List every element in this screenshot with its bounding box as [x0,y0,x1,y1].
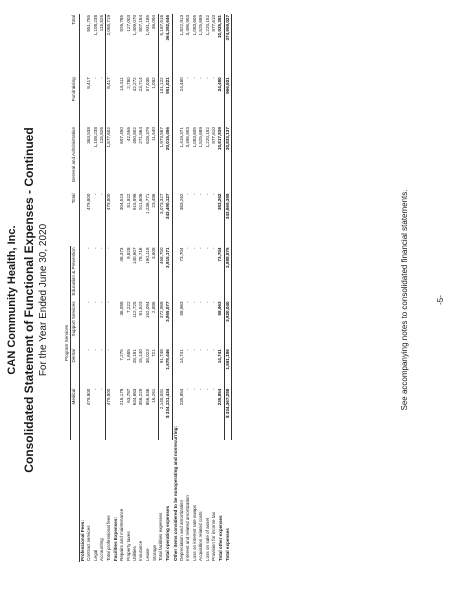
cell-value: - [210,301,216,303]
cell-value: 14,741 [217,348,224,387]
row-label: Total operating expenses [165,505,171,561]
cell-value: 1,108,238 [92,15,98,36]
cell-value: 42,556 [125,127,131,142]
cell-value: 5,187,516 [158,14,165,76]
cell-value: 3,865,077 [165,300,172,348]
cell-value: - [210,193,216,196]
cell-value: - [92,193,98,196]
cell-value: 1,685 [125,349,131,361]
cell-value: 61,523 [138,301,144,316]
total-row [158,14,165,562]
cell-value: - [92,301,98,303]
cell-value: 235,854 [217,388,224,440]
cell-value: 15,140 [138,349,144,364]
cell-value: 1,419,371 [178,127,184,148]
row-label: Total other expenses [217,515,223,561]
cell-value: 271,864 [138,127,144,144]
cell-value: - [191,388,197,391]
row-label: Insurance [138,540,144,561]
cell-value: 1,409,070 [132,15,138,36]
cell-value: 24,480 [178,77,184,92]
cell-value: $ 334,131,434 [165,388,172,440]
cell-value: 3,915,171 [165,247,172,301]
cell-value: 140,607 [132,247,138,265]
cell-value: $ 334,367,288 [224,388,231,440]
row-label: Loss on sale of asset [204,517,210,561]
cell-value: 977,610 [210,15,216,32]
cell-value: - [92,388,98,391]
cell-value: 16,261 [151,388,157,403]
total-row [217,14,224,562]
cell-value: - [99,77,105,79]
cell-value: 91,748 [158,348,165,387]
col-education: Education & Prevention [71,247,79,301]
cell-value: 364,392,646 [165,14,172,76]
col-total-program: Total [71,193,79,247]
cell-value: - [198,301,204,303]
row-label: Other items considered to be nonoperating and nonrecurring: [172,425,178,561]
col-fundraising: Fundraising [71,76,79,126]
cell-value: - [92,247,98,250]
cell-value: - [99,301,105,303]
section-header-row [79,14,86,562]
cell-value: - [106,348,113,387]
cell-value: - [86,301,92,303]
cell-value: - [191,349,197,351]
statement-title: Consolidated Statement of Functional Expenses - Continued [22,127,36,473]
cell-value: 46,373 [119,247,125,262]
cell-value: 1,591,186 [224,348,231,387]
cell-value: 11,540 [151,127,157,141]
cell-value: 2,140,031 [158,388,165,440]
cell-value: 7,222 [125,301,131,313]
cell-value: - [204,77,210,79]
cell-value: - [198,77,204,79]
cell-value: 141,122 [158,76,165,126]
cell-value: 14,411 [119,77,125,92]
row-label: Lease [144,548,150,561]
cell-value: - [86,247,92,250]
column-group-row [64,14,71,562]
cell-value: 38,023 [144,349,150,364]
row-label: Loss on interest rate swaps [191,505,197,561]
row-label: Total expenses [224,528,230,561]
cell-value: 10,925,381 [217,14,224,76]
cell-value: 383,262 [217,193,224,247]
cell-value: 383,262 [178,193,184,211]
cell-value: - [198,388,204,391]
row-label: Total professional fees [106,515,112,561]
cell-value: 30,833,137 [224,126,231,192]
cell-value: - [198,247,204,250]
cell-value: 58,963 [217,300,224,348]
cell-value: 343,869,389 [224,193,231,247]
cell-value: 966,501 [224,76,231,126]
cell-value: 851,755 [86,15,92,32]
cell-value: - [204,193,210,196]
cell-value: 977,610 [210,127,216,144]
cell-value: 73,704 [217,247,224,301]
company-name: CAN Community Health, Inc. [6,225,18,375]
row-label: Professional Fees: [79,520,85,561]
cell-value: 7,275 [119,349,125,361]
cell-value: 479,800 [86,388,92,406]
cell-value: 479,800 [106,193,113,247]
statement-period: For the Year Ended June 30, 2020 [38,223,49,377]
cell-value: 36,094 [151,15,157,30]
cell-value: 450,802 [132,127,138,144]
cell-value: 57,035 [144,77,150,92]
cell-value: - [99,193,105,196]
row-label: Contract services [86,525,92,561]
cell-value: 3,495,903 [185,127,191,148]
cell-value: 2,065,719 [106,14,113,76]
cell-value: 152,094 [144,301,150,319]
cell-value: 36,088 [119,301,125,316]
cell-value: - [185,388,191,391]
cell-value: 1,577,602 [106,126,113,192]
cell-value: - [106,300,113,348]
row-label: Legal [92,549,98,561]
page-number: -5- [436,295,445,305]
cell-value: 721 [151,349,157,357]
row-label: Interest and related amortization [185,495,191,561]
col-total: Total [71,14,79,76]
cell-value: - [86,349,92,351]
cell-value: 2,886 [151,301,157,313]
cell-value: - [185,193,191,196]
cell-value: 1,108,238 [92,127,98,148]
total-row [165,14,172,562]
cell-value: 1,525,689 [198,15,204,36]
cell-value: - [204,247,210,250]
row-label: Storage [151,544,157,561]
cell-value: - [210,388,216,391]
cell-value: 20,015,456 [165,126,172,192]
section-header-row [172,14,179,562]
cell-value: 23,714 [138,77,144,92]
cell-value: 807,184 [138,15,144,32]
cell-value: - [185,349,191,351]
cell-value: - [191,77,197,79]
cell-value: 363,538 [86,127,92,144]
cell-value: 8,417 [86,77,92,89]
cell-value: 468,750 [158,247,165,301]
cell-value: - [185,301,191,303]
cell-value: - [204,388,210,391]
cell-value: - [92,349,98,351]
cell-value: - [92,77,98,79]
cell-value: 1,578,446 [165,348,172,387]
cell-value: 915,996 [132,193,138,211]
cell-value: 628,379 [144,127,150,144]
row-label: Property taxes [125,531,131,561]
cell-value: 73,704 [178,247,184,262]
cell-value: 115,826 [99,127,105,144]
cell-value: 28,181 [132,349,138,364]
total-row [224,14,231,562]
row-label: Accounting [99,538,105,561]
cell-value: - [191,247,197,250]
cell-value: 3,073,327 [158,193,165,247]
cell-value: 356,229 [138,388,144,406]
cell-value: 374,959,027 [224,14,231,76]
row-label: Facilities Expenses: [112,517,118,561]
row-label: Depreciation and amortization [178,499,184,561]
cell-value: 372,968 [158,300,165,348]
cell-value: 511,606 [138,193,144,210]
cell-value: 235,854 [178,388,184,406]
cell-value: - [210,77,216,79]
cell-value: - [99,388,105,391]
row-label: Repairs and maintenance [119,508,125,561]
table-body [79,14,231,562]
cell-value: 23,486 [151,193,157,208]
cell-value: - [106,247,113,301]
functional-expenses-table [64,14,232,562]
row-label: Provision for income tax [210,511,216,561]
cell-value: 479,800 [106,388,113,440]
cell-value: 9,828 [125,247,131,259]
cell-value: - [204,349,210,351]
total-row [106,14,113,562]
cell-value: 634,683 [132,388,138,406]
column-header-row [71,14,79,562]
col-dental: Dental [71,348,79,387]
cell-value: 58,963 [178,301,184,316]
table-row [151,14,158,562]
row-label: Acquisition related costs [198,511,204,561]
cell-value: 1,973,567 [158,126,165,192]
cell-value: 1,525,689 [198,127,204,148]
cell-value: - [185,77,191,79]
cell-value: 304,524 [119,193,125,211]
cell-value: 1,220,152 [204,127,210,148]
cell-value: 115,826 [99,15,105,32]
cell-value: 42,272 [132,77,138,92]
cell-value: 1,082 [151,77,157,89]
row-label: Total facilities expenses [158,512,164,561]
cell-value: 3,920,040 [224,300,231,348]
row-label: Utilities [132,546,138,561]
footnote: See accompanying notes to consolidated financial statements. [400,189,409,411]
cell-value: 2,780 [125,77,131,89]
col-general-admin: General and Administrative [71,126,79,192]
cell-value: 81,922 [125,193,131,208]
cell-value: 1,822,913 [178,15,184,36]
cell-value: - [99,349,105,351]
cell-value: 8,417 [106,76,113,126]
cell-value: 24,480 [217,76,224,126]
cell-value: - [210,247,216,250]
cell-value: 926,785 [119,15,125,32]
cell-value: 127,003 [125,15,131,32]
cell-value: 951,021 [165,76,172,126]
cell-value: - [198,349,204,351]
table-row [99,14,106,562]
cell-value: - [185,247,191,250]
cell-value: 190,118 [144,247,150,264]
cell-value: 1,220,152 [204,15,210,36]
cell-value: 78,716 [138,247,144,262]
cell-value: 1,236,771 [144,193,150,214]
cell-value: 856,536 [144,388,150,406]
cell-value: 216,178 [119,388,125,406]
cell-value: 63,787 [125,388,131,403]
program-services-header: Program Services [64,247,71,440]
cell-value: 607,450 [119,127,125,144]
cell-value: 479,800 [86,193,92,211]
cell-value: 3,495,903 [185,15,191,36]
cell-value: - [191,301,197,303]
cell-value: 112,725 [132,301,138,318]
cell-value: - [198,193,204,196]
cell-value: 1,931,185 [144,15,150,36]
cell-value: 343,490,127 [165,193,172,247]
col-support: Support Services [71,300,79,348]
cell-value: - [99,247,105,250]
cell-value: - [210,349,216,351]
cell-value: 3,608 [151,247,157,259]
cell-value: 3,988,875 [224,247,231,301]
cell-value: 1,083,605 [191,15,197,36]
cell-value: - [191,193,197,196]
cell-value: - [204,301,210,303]
cell-value: 14,741 [178,349,184,364]
cell-value: 1,083,605 [191,127,197,148]
cell-value: 10,817,839 [217,126,224,192]
col-medical: Medical [71,388,79,440]
